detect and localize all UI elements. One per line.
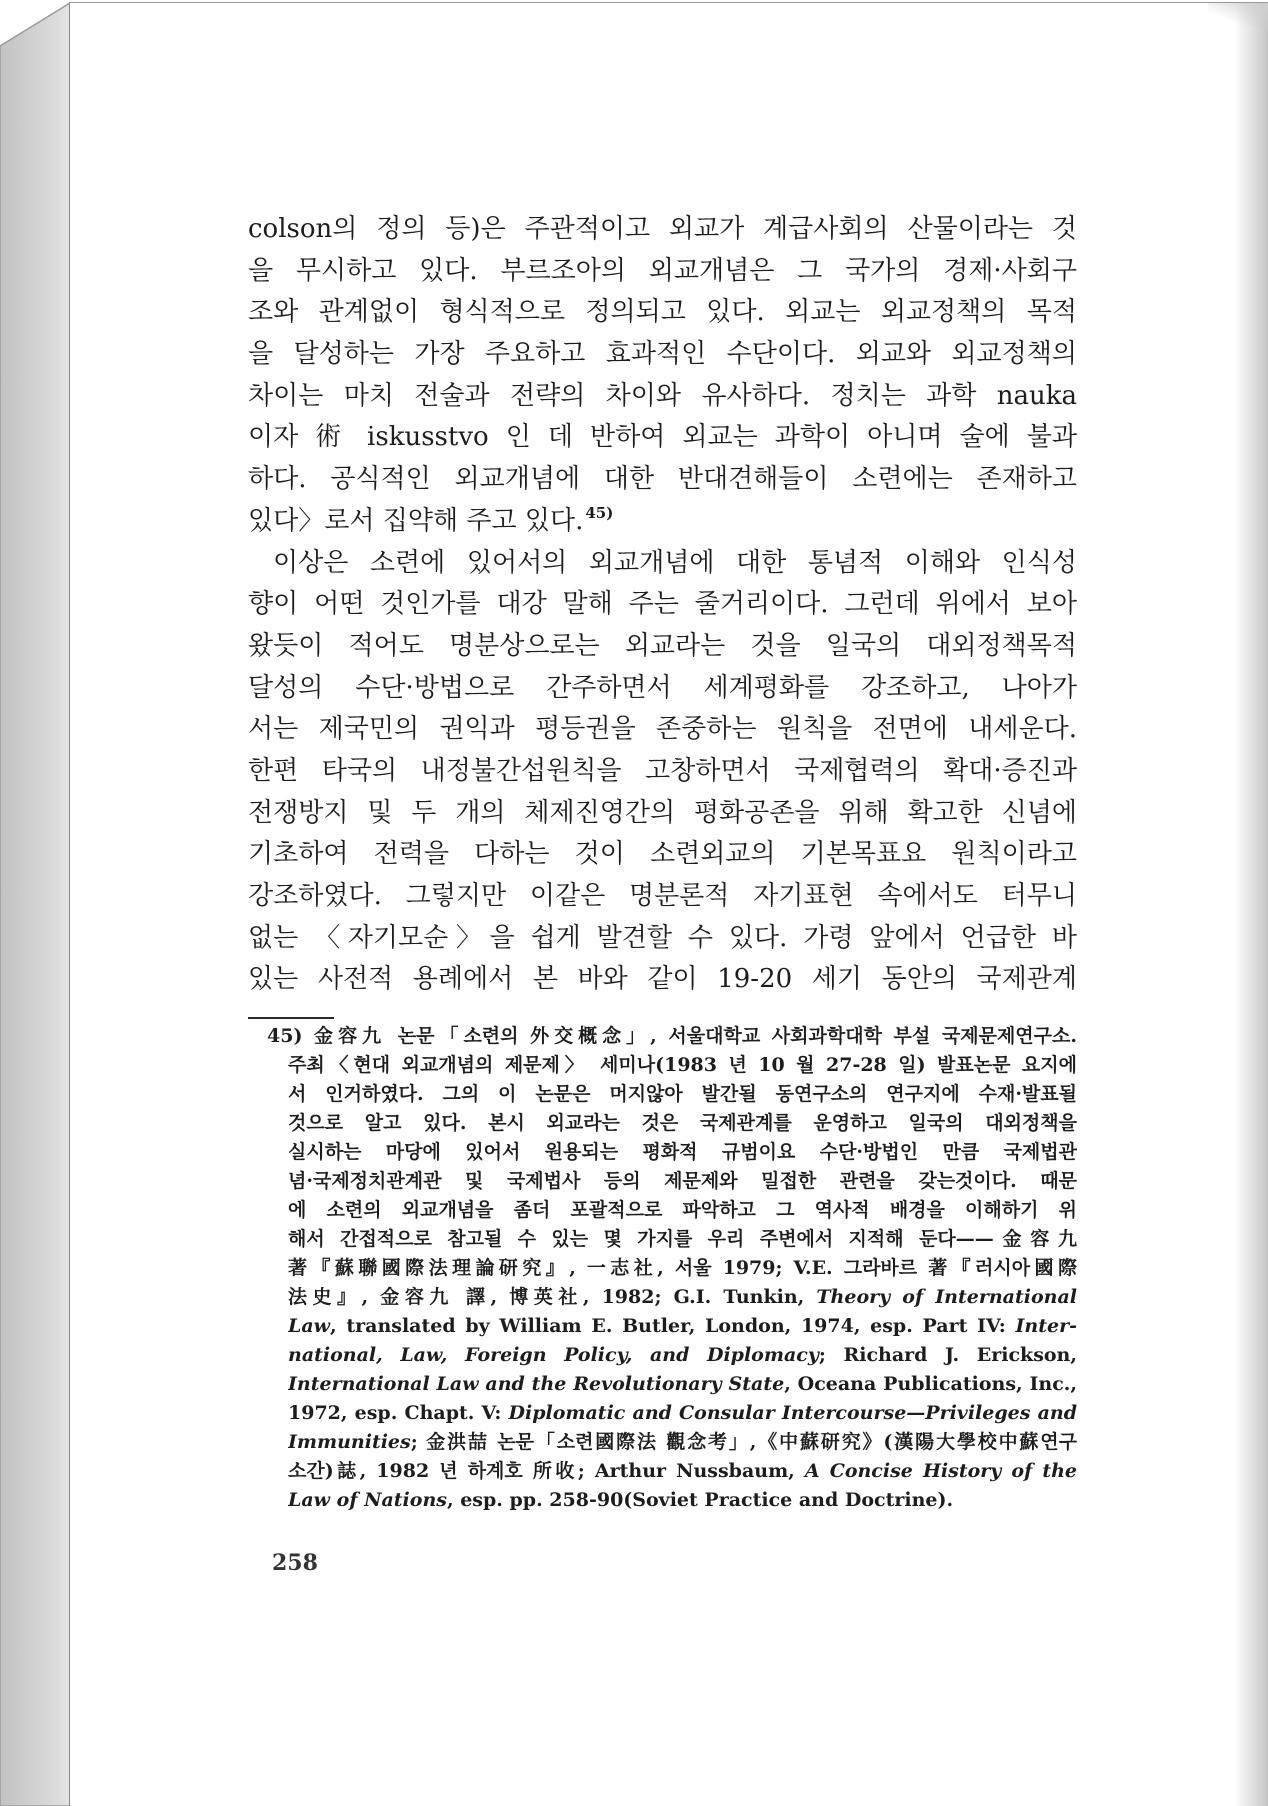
body-line: 왔듯이 적어도 명분상으로는 외교라는 것을 일국의 대외정책목적 [248,630,1077,661]
footnote-line [288,1399,1077,1428]
footnote-line [288,1138,1077,1167]
footnote-line [288,1457,1077,1486]
footnote-text: 45) 金容九 논문「소련의 外交概念」, 서울대학교 사회과학대학 부설 국제문제연구소. [267,1025,1077,1047]
footnote-book-title: Law of Nations [288,1489,447,1511]
footnote-text: ; 金洪喆 논문「소련國際法 觀念考」,《中蘇研究》(漢陽大學校中蘇연구 [410,1431,1077,1453]
body-line: 달성의 수단·방법으로 간주하면서 세계평화를 강조하고, 나아가 [248,672,1077,703]
footnote-line [288,1051,1077,1080]
footnote-text: , Oceana Publications, Inc., [784,1373,1077,1395]
body-line: 이자 術 iskusstvo 인 데 반하여 외교는 과학이 아니며 술에 불과 [248,422,1077,453]
footnote-line [267,1022,1077,1051]
footnote-rule [248,1017,334,1019]
footnote-line [288,1196,1077,1225]
footnote-book-title: A Concise History of the [804,1460,1077,1482]
footnote-line [288,1109,1077,1138]
footnote-text: 에 소련의 외교개념을 좀더 포괄적으로 파악하고 그 역사적 배경을 이해하기 위 [288,1199,1077,1221]
body-line: 조와 관계없이 형식적으로 정의되고 있다. 외교는 외교정책의 목적 [248,297,1077,328]
footnote-text: 法史』, 金容九 譯, 博英社, 1982; G.I. Tunkin, [288,1286,817,1308]
footnote-line [288,1428,1077,1457]
paragraph [248,209,1077,543]
footnote-text: 著『蘇聯國際法理論研究』, 一志社, 서울 1979; V.E. 그라바르 著『러시아國際 [288,1257,1077,1279]
footnote-line [288,1080,1077,1109]
body-line: 기초하여 전력을 다하는 것이 소련외교의 기본목표요 원칙이라고 [248,839,1077,870]
footnote-line [288,1341,1077,1370]
body-line: 강조하였다. 그렇지만 이같은 명분론적 자기표현 속에서도 터무니 [248,881,1077,911]
footnote [267,1022,1077,1515]
page-number: 258 [272,1550,318,1576]
footnote-text: , esp. pp. 258-90(Soviet Practice and Doctrine). [446,1489,954,1511]
body-line [248,501,1077,543]
body-line: 을 달성하는 가장 주요하고 효과적인 수단이다. 외교와 외교정책의 [248,339,1077,370]
book-spine [0,0,72,1806]
footnote-line [288,1370,1077,1399]
footnote-text: 해서 간접적으로 참고될 수 있는 몇 가지를 우리 주변에서 지적해 둔다——金容九 [288,1228,1077,1250]
footnote-text: 것으로 알고 있다. 본시 외교라는 것은 국제관계를 운영하고 일국의 대외정책을 [288,1112,1077,1134]
body-line: 차이는 마치 전술과 전략의 차이와 유사하다. 정치는 과학 nauka [248,380,1077,411]
body-line-text: 있다〉로서 집약해 주고 있다. [248,505,584,536]
footnote-book-title: International Law and the Revolutionary State [288,1373,785,1395]
footnote-line [288,1167,1077,1196]
body-line: 한편 타국의 내정불간섭원칙을 고창하면서 국제협력의 확대·증진과 [248,755,1077,786]
footnote-book-title: national, Law, Foreign Policy, and Diplomacy [288,1344,819,1366]
footnote-line [288,1312,1077,1341]
footnote-text: 서 인거하였다. 그의 이 논문은 머지않아 발간될 동연구소의 연구지에 수재·발표될 [288,1083,1077,1105]
footnote-book-title: Diplomatic and Consular Intercourse—Privileges and [508,1402,1077,1424]
footnote-line [288,1254,1077,1283]
footnote-text: 실시하는 마당에 있어서 원용되는 평화적 규범이요 수단·방법인 만큼 국제법관 [288,1141,1077,1163]
body-text [248,209,1077,1001]
footnote-text: 주최〈현대 외교개념의 제문제〉 세미나(1983 년 10 월 27-28 일) 발표논문 요지에 [288,1054,1077,1076]
body-line: 전쟁방지 및 두 개의 체제진영간의 평화공존을 위해 확고한 신념에 [248,797,1077,828]
body-line: 이상은 소련에 있어서의 외교개념에 대한 통념적 이해와 인식성 [273,547,1077,578]
body-line: 향이 어떤 것인가를 대강 말해 주는 줄거리이다. 그런데 위에서 보아 [248,589,1077,620]
body-line: 없는 〈자기모순〉을 쉽게 발견할 수 있다. 가령 앞에서 언급한 바 [248,922,1077,953]
footnote-line [288,1486,1077,1515]
footnote-line [288,1283,1077,1312]
page-edge-shadow [1234,3,1268,1806]
body-line: 하다. 공식적인 외교개념에 대한 반대견해들이 소련에는 존재하고 [248,464,1077,495]
footnote-text: 1972, esp. Chapt. V: [288,1402,509,1424]
footnote-reference: 45) [585,503,614,522]
body-line: 있는 사전적 용례에서 본 바와 같이 19-20 세기 동안의 국제관계 [248,964,1077,995]
footnote-book-title: Immunities [288,1431,411,1453]
footnote-text: 소간)誌, 1982 년 하계호 所收; Arthur Nussbaum, [288,1460,805,1482]
footnote-text: , translated by William E. Butler, London, 1974, esp. Part IV: [330,1315,1016,1337]
footnote-book-title: Theory of International [816,1286,1077,1308]
footnote-text: ; Richard J. Erickson, [818,1344,1077,1366]
footnote-line [288,1225,1077,1254]
paragraph [248,543,1077,1002]
page-corner-shade [1208,3,1268,27]
body-line: colson의 정의 등)은 주관적이고 외교가 계급사회의 산물이라는 것 [248,214,1077,244]
footnote-book-title: Inter- [1015,1315,1077,1337]
footnote-text: 념·국제정치관계관 및 국제법사 등의 제문제와 밀접한 관련을 갖는것이다. 때문 [288,1170,1077,1192]
body-line: 서는 제국민의 권익과 평등권을 존중하는 원칙을 전면에 내세운다. [248,714,1077,745]
body-line: 을 무시하고 있다. 부르조아의 외교개념은 그 국가의 경제·사회구 [248,255,1077,286]
footnote-book-title: Law [288,1315,331,1337]
